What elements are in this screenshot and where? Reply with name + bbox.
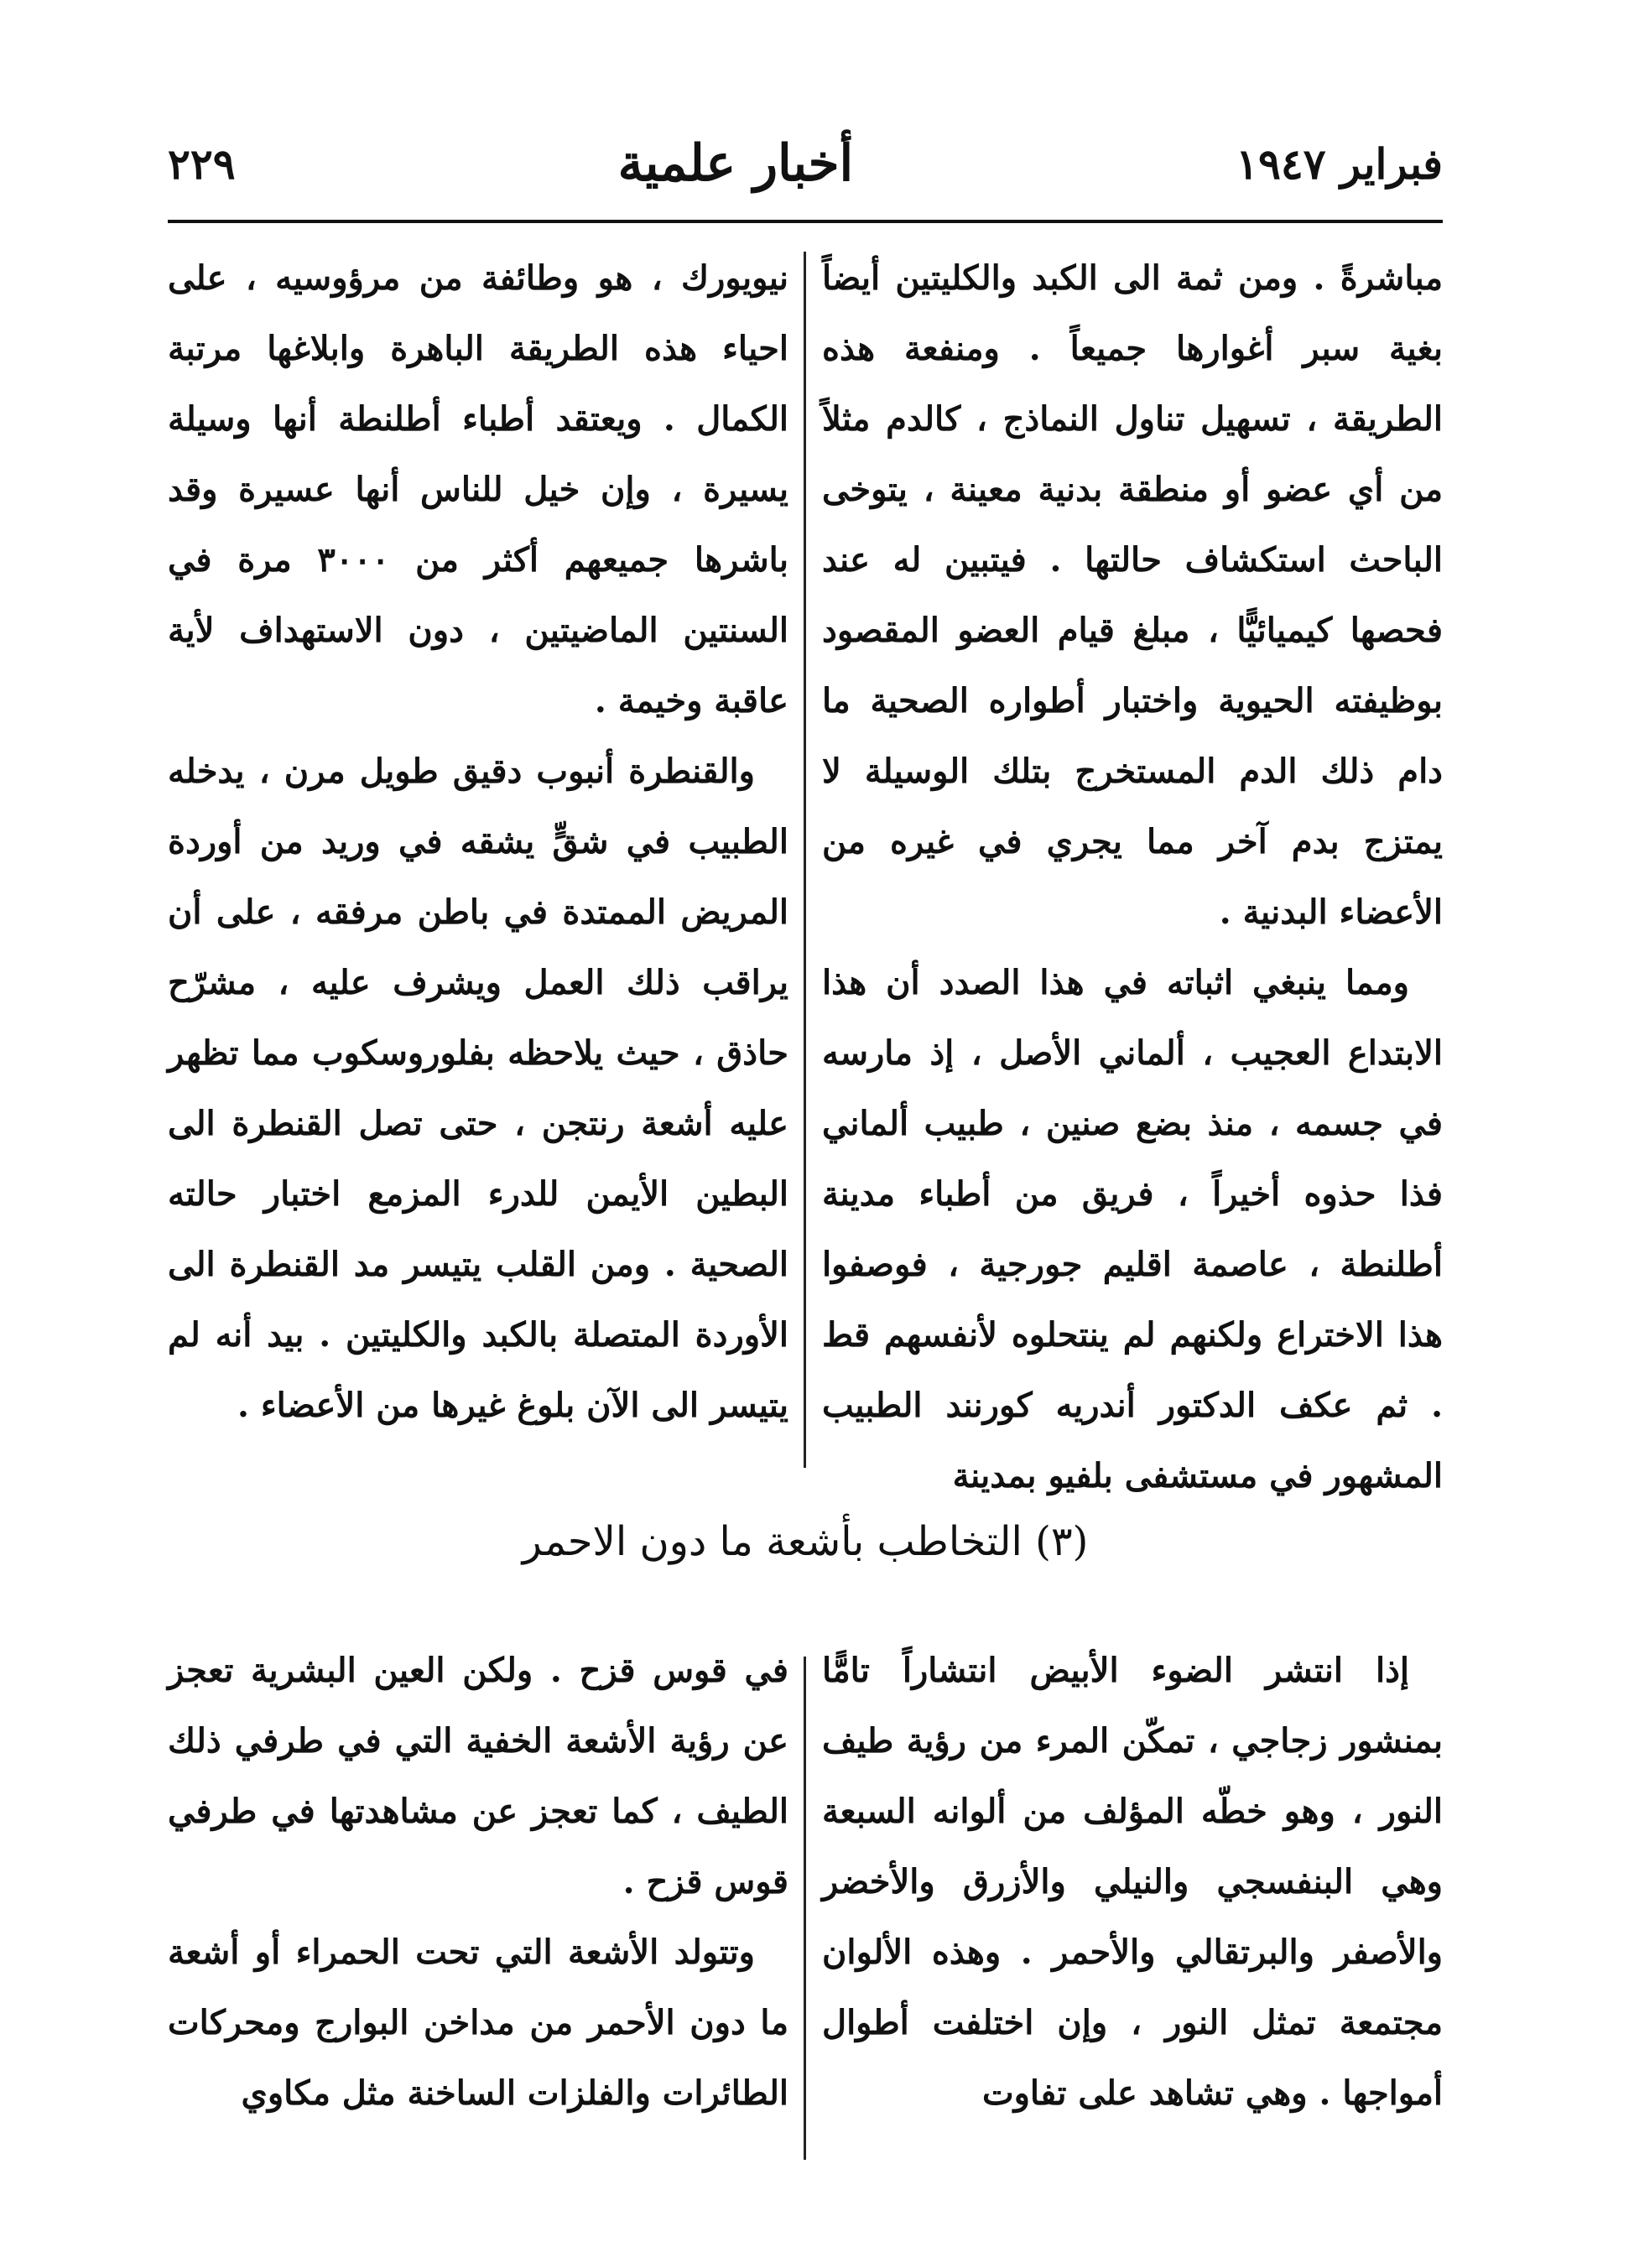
paragraph: والقنطرة أنبوب دقيق طويل مرن ، يدخله الطبيب في شقٍّ يشقه في وريد من أوردة المريض الممتدة في باطن مرفقه ، على أن يراقب ذلك العمل ويشرف عليه ، مشرّح حاذق ، حيث يلاحظه بفلوروسكوب مما تظهر عليه أشعة رنتجن ، حتى تصل القنطرة الى البطين الأيمن للدرء المزمع اختبار حالته الصحية . ومن القلب يتيسر مد القنطرة الى الأوردة المتصلة بالكبد والكليتين . بيد أنه لم يتيسر الى الآن بلوغ غيرها من الأعضاء .	[168, 752, 788, 1425]
page-header	[168, 126, 1443, 201]
header-date: فبراير ١٩٤٧	[1236, 138, 1443, 189]
column-divider	[804, 1657, 806, 2160]
column-divider	[804, 252, 806, 1468]
paragraph: نيويورك ، هو وطائفة من مرؤوسيه ، على احياء هذه الطريقة الباهرة وابلاغها مرتبة الكمال . ويعتقد أطباء أطلنطة أنها وسيلة يسيرة ، وإن خيل للناس أنها عسيرة وقد باشرها جميعهم أكثر من ٣٠٠٠ مرة في السنتين الماضيتين ، دون الاستهداف لأية عاقبة وخيمة .	[168, 258, 789, 720]
section1-left-column	[168, 243, 788, 1485]
paragraph: في قوس قزح . ولكن العين البشرية تعجز عن رؤية الأشعة الخفية التي في طرفي ذلك الطيف ، كما تعجز عن مشاهدتها في طرفي قوس قزح .	[168, 1651, 788, 1901]
header-rule	[168, 220, 1443, 223]
paragraph: إذا انتشر الضوء الأبيض انتشاراً تامًّا بمنشور زجاجي ، تمكّن المرء من رؤية طيف النور ، وهو خطّه المؤلف من ألوانه السبعة وهي البنفسجي والنيلي والأزرق والأخضر والأصفر والبرتقالي والأحمر . وهذه الألوان مجتمعة تمثل النور ، وإن اختلفت أطوال أمواجها . وهي تشاهد على تفاوت	[822, 1651, 1443, 2113]
section2-left-column	[168, 1636, 788, 2181]
section1-right-column	[822, 243, 1443, 1496]
page-number: ٢٢٩	[168, 138, 236, 189]
section-heading: (٣) التخاطب بأشعة ما دون الاحمر	[522, 1518, 1089, 1565]
paragraph: مباشرةً . ومن ثمة الى الكبد والكليتين أيضاً بغية سبر أغوارها جميعاً . ومنفعة هذه الطريقة ، تسهيل تناول النماذج ، كالدم مثلاً من أي عضو أو منطقة بدنية معينة ، يتوخى الباحث استكشاف حالتها . فيتبين له عند فحصها كيميائيًّا ، مبلغ قيام العضو المقصود بوظيفته الحيوية واختبار أطواره الصحية ما دام ذلك الدم المستخرج بتلك الوسيلة لا يمتزج بدم آخر مما يجري في غيره من الأعضاء البدنية .	[822, 258, 1443, 932]
header-title: أخبار علمية	[617, 134, 854, 193]
paragraph: وتتولد الأشعة التي تحت الحمراء أو أشعة ما دون الأحمر من مداخن البوارج ومحركات الطائرات والفلزات الساخنة مثل مكاوي	[168, 1932, 788, 2113]
section2-right-column	[822, 1636, 1443, 2181]
paragraph: ومما ينبغي اثباته في هذا الصدد أن هذا الابتداع العجيب ، ألماني الأصل ، إذ مارسه في جسمه ، منذ بضع صنين ، طبيب ألماني فذا حذوه أخيراً ، فريق من أطباء مدينة أطلنطة ، عاصمة اقليم جورجية ، فوصفوا هذا الاختراع ولكنهم لم ينتحلوه لأنفسهم قط . ثم عكف الدكتور أندريه كورنند الطبيب المشهور في مستشفى بلفيو بمدينة	[822, 963, 1443, 1496]
